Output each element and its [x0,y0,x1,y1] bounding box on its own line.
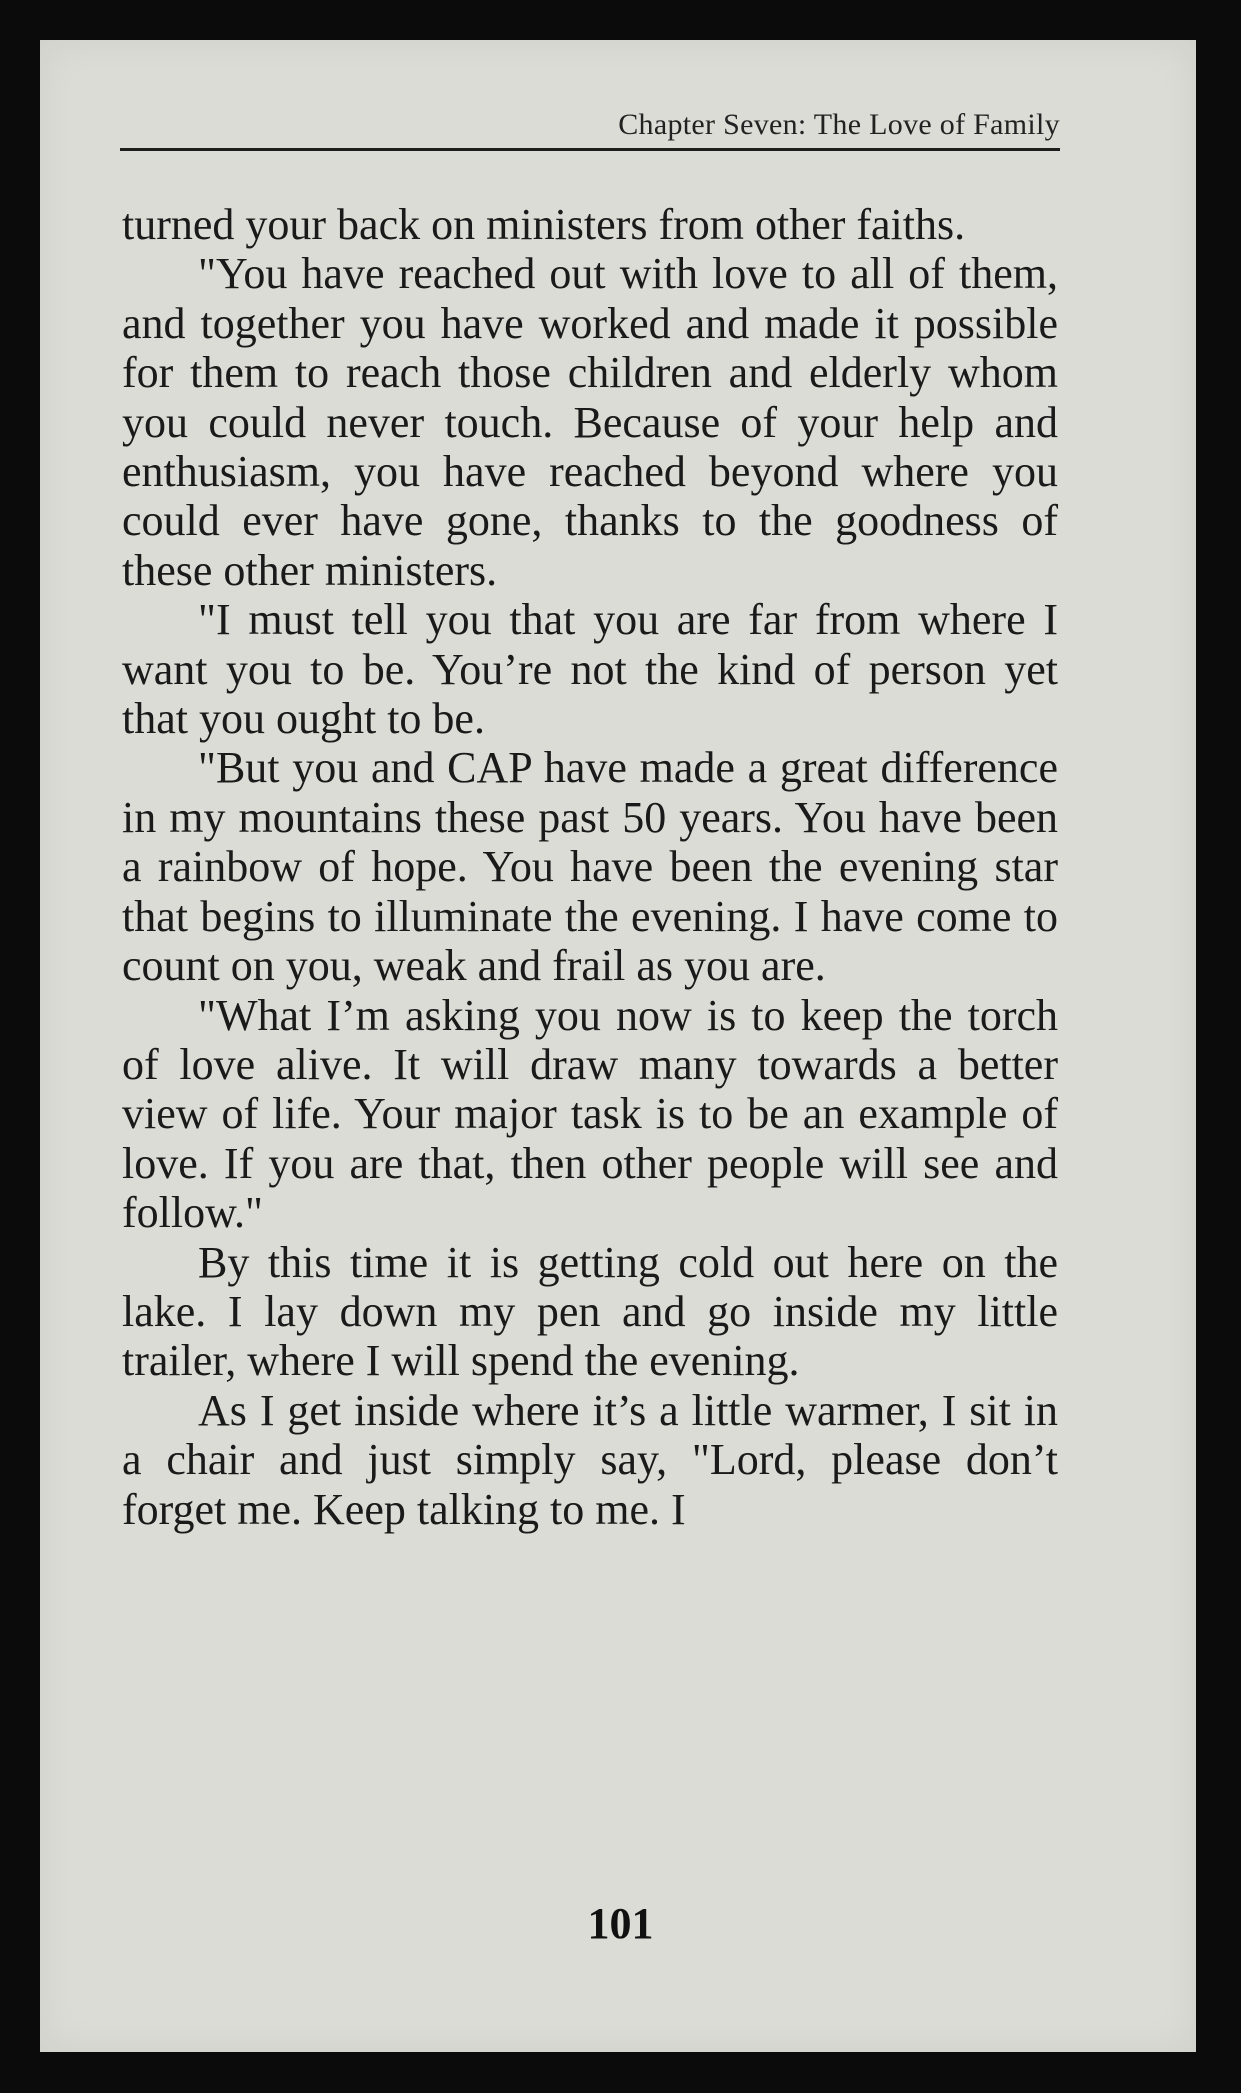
running-head: Chapter Seven: The Love of Family [618,108,1060,141]
paragraph: As I get inside where it’s a little warmer, I sit in a chair and just simply say, "Lord, please don’t forget me. Keep talking to me. I [122,1385,1058,1534]
paragraph: "I must tell you that you are far from where I want you to be. You’re not the kind of person yet that you ought to be. [122,595,1058,744]
header-rule [120,148,1060,151]
body-text [122,200,1058,1534]
page-number: 101 [587,1899,654,1948]
paragraph: "But you and CAP have made a great difference in my mountains these past 50 years. You have been a rainbow of hope. You have been the evening star that begins to illuminate the evening. I have come to count on you, weak and frail as you are. [122,743,1058,991]
paragraph: "What I’m asking you now is to keep the torch of love alive. It will draw many towards a better view of life. Your major task is to be an example of love. If you are that, then other people will see and follow." [122,990,1058,1238]
paragraph: By this time it is getting cold out here on the lake. I lay down my pen and go inside my little trailer, where I will spend the evening. [122,1237,1058,1386]
paragraph-continued: turned your back on ministers from other faiths. [122,200,966,249]
paragraph: "You have reached out with love to all of them, and together you have worked and made it possible for them to reach those children and elderly whom you could never touch. Because of your help and enthusiasm, you have reached beyond where you could ever have gone, thanks to the goodness of these other ministers. [122,249,1058,595]
